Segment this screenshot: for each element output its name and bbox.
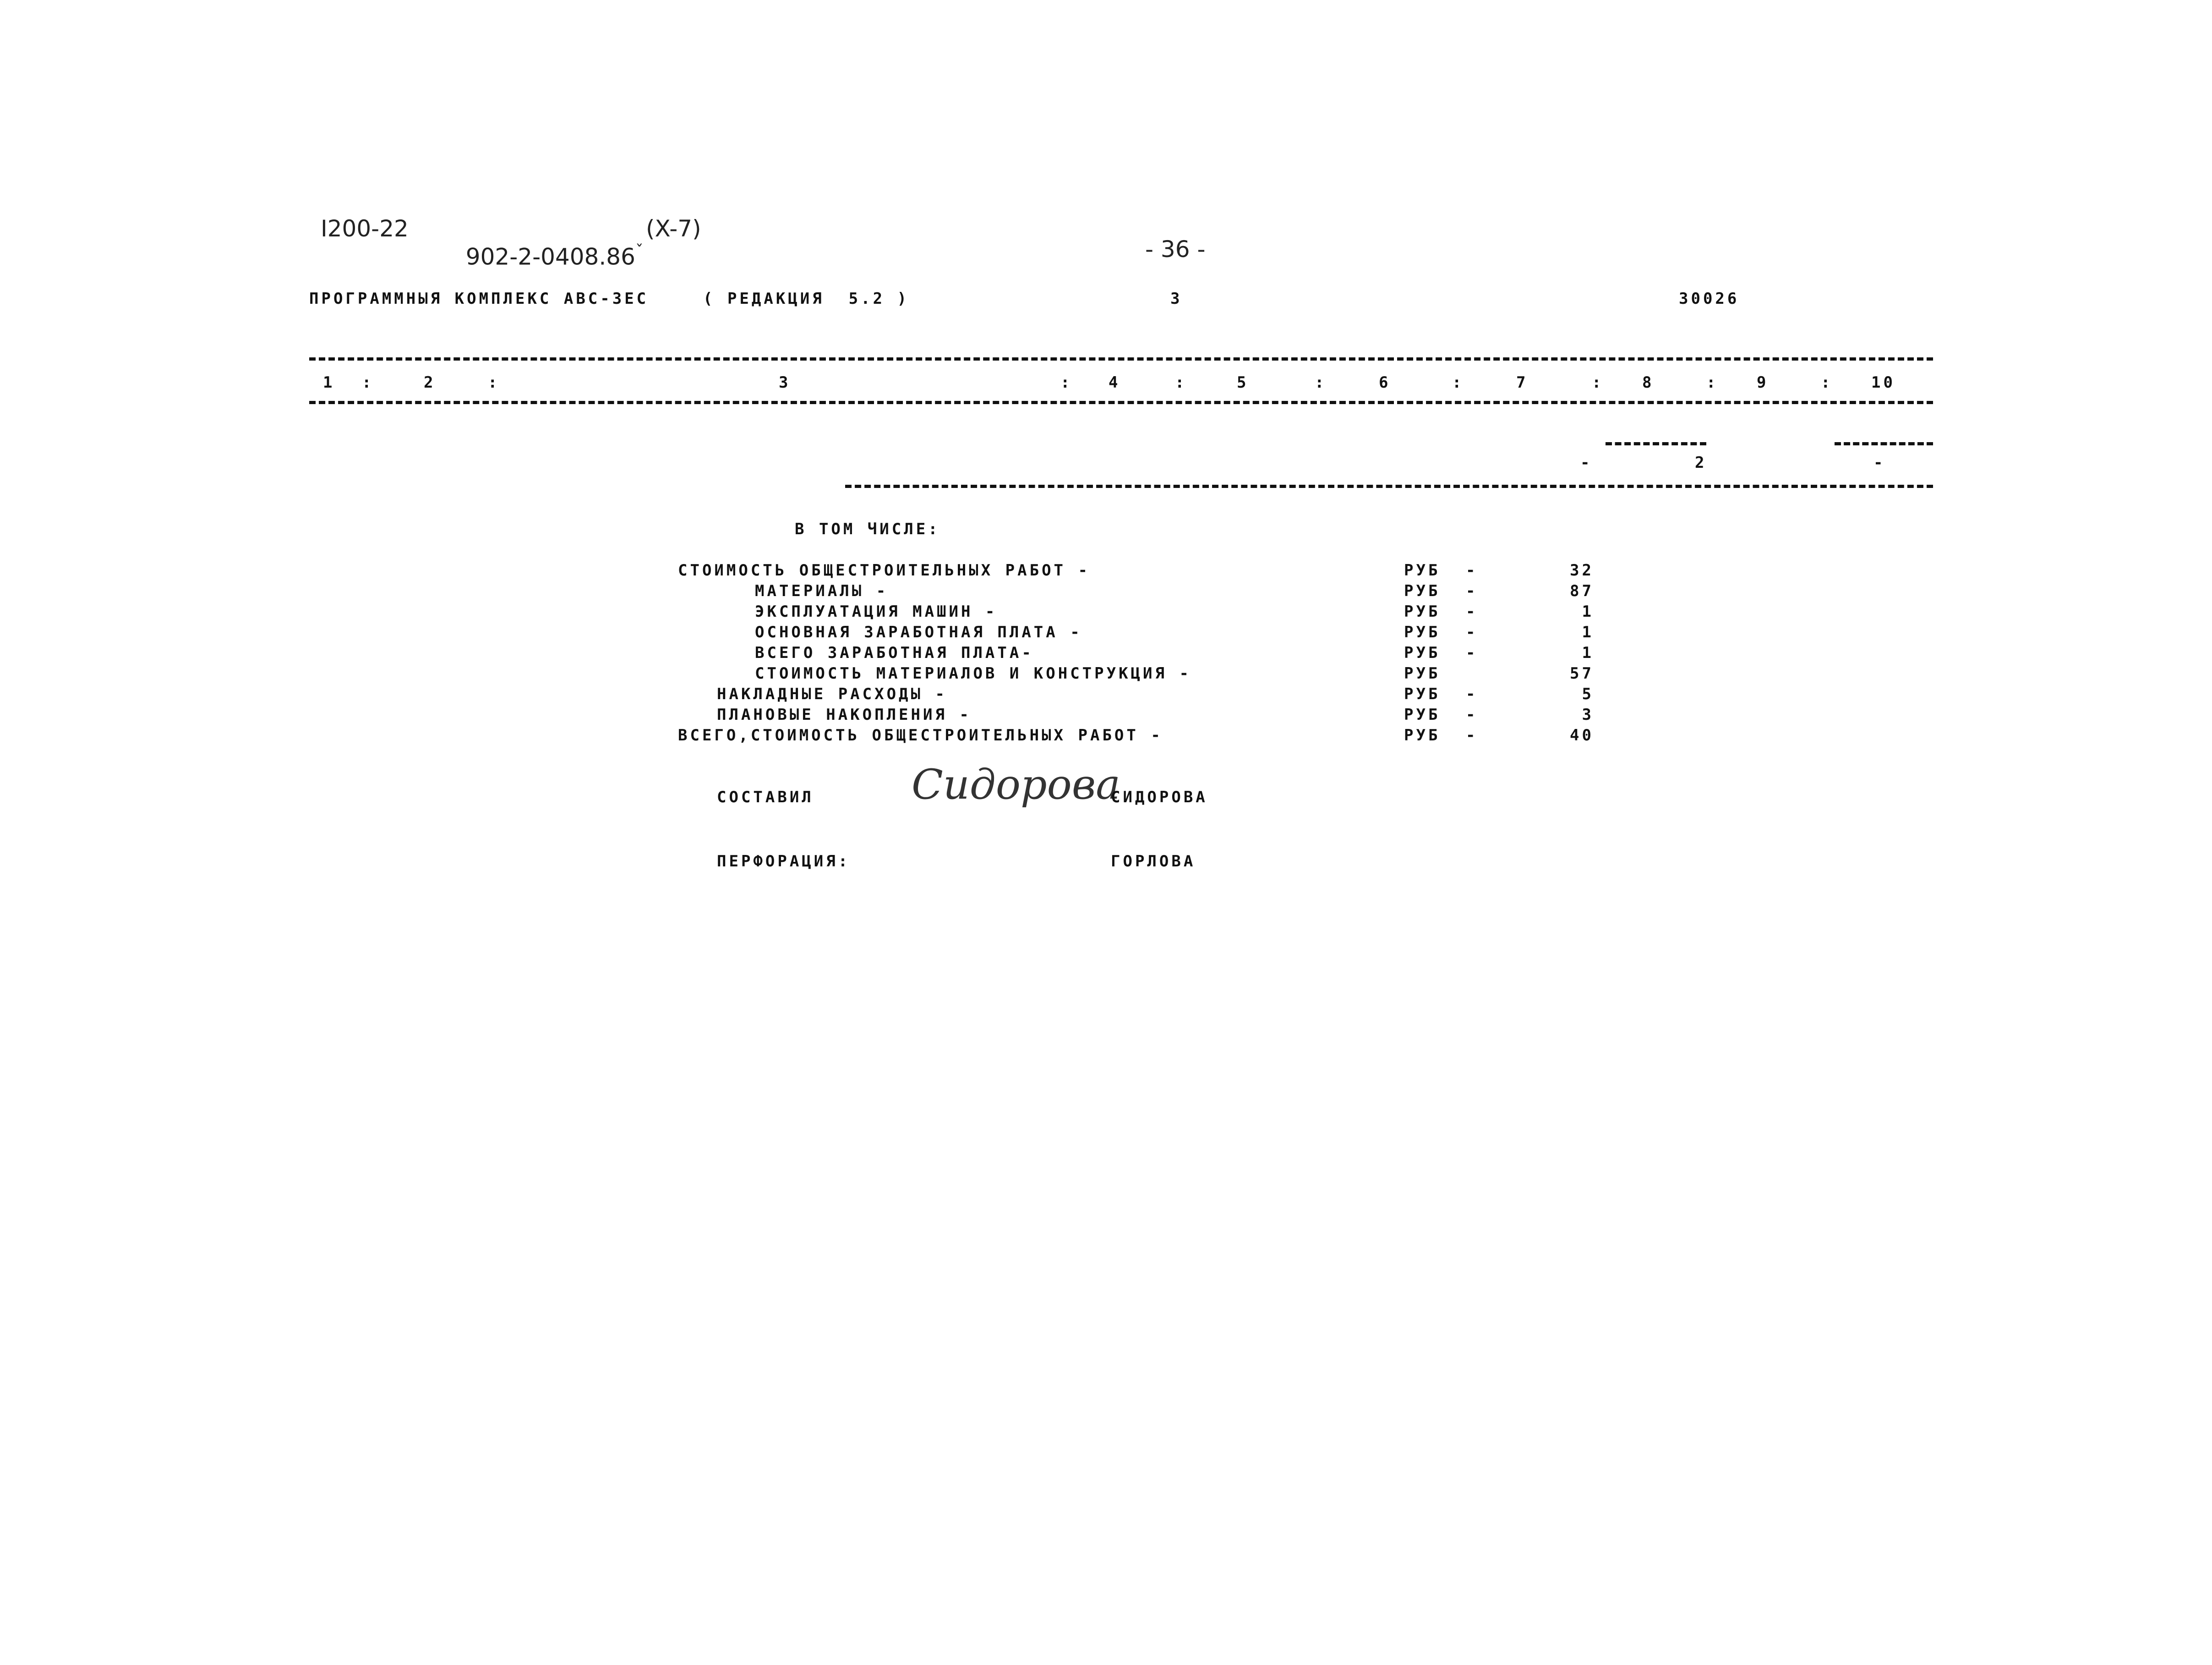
column-header-1: 1 (323, 373, 335, 392)
row-label: ПЛАНОВЫЕ НАКОПЛЕНИЯ - (717, 706, 972, 724)
column-separator: : (1315, 373, 1327, 392)
total-col10: - (1873, 454, 1886, 472)
col9-underline (1606, 442, 1706, 445)
column-header-9: 9 (1757, 373, 1769, 392)
row-unit: РУБ (1404, 561, 1441, 580)
total-col9: 2 (1695, 454, 1707, 472)
column-separator: : (1821, 373, 1833, 392)
row-unit: РУБ (1404, 602, 1441, 621)
column-header-5: 5 (1237, 373, 1249, 392)
column-header-3: 3 (779, 373, 791, 392)
compiled-signature: Сидорова (912, 761, 1120, 809)
row-label: ЭКСПЛУАТАЦИЯ МАШИН - (755, 602, 998, 621)
breakdown-heading: В ТОМ ЧИСЛЕ: (795, 520, 940, 538)
row-dash: - (1466, 602, 1478, 621)
doc-code: I200-22 (321, 215, 409, 242)
column-separator: : (1452, 373, 1464, 392)
perforation-label: ПЕРФОРАЦИЯ: (717, 852, 851, 871)
col10-underline (1835, 442, 1933, 445)
variant: (X-7) (646, 215, 701, 242)
totals-rule (845, 485, 1933, 488)
row-dash: - (1466, 726, 1478, 745)
row-unit: РУБ (1404, 623, 1441, 641)
row-value: 1 (1582, 644, 1594, 662)
project-code-mark: ˇ (635, 242, 644, 261)
column-header-6: 6 (1379, 373, 1391, 392)
row-dash: - (1466, 644, 1478, 662)
perforation-name: ГОРЛОВА (1111, 852, 1196, 871)
row-dash: - (1466, 706, 1478, 724)
total-col8: - (1580, 454, 1593, 472)
project-code-text: 902-2-0408.86 (465, 243, 635, 270)
row-unit: РУБ (1404, 706, 1441, 724)
column-separator: : (488, 373, 500, 392)
row-value: 32 (1570, 561, 1594, 580)
column-header-7: 7 (1516, 373, 1529, 392)
row-label: СТОИМОСТЬ ОБЩЕСТРОИТЕЛЬНЫХ РАБОТ - (678, 561, 1090, 580)
row-unit: РУБ (1404, 644, 1441, 662)
table-top-rule (309, 357, 1933, 361)
row-value: 87 (1570, 582, 1594, 600)
row-label: СТОИМОСТЬ МАТЕРИАЛОВ И КОНСТРУКЦИЯ - (755, 664, 1191, 683)
row-label: НАКЛАДНЫЕ РАСХОДЫ - (717, 685, 947, 703)
column-separator: : (1060, 373, 1073, 392)
row-unit: РУБ (1404, 582, 1441, 600)
row-label: ВСЕГО,СТОИМОСТЬ ОБЩЕСТРОИТЕЛЬНЫХ РАБОТ - (678, 726, 1163, 745)
page-number: - 36 - (1145, 236, 1206, 263)
column-header-10: 10 (1871, 373, 1895, 392)
row-unit: РУБ (1404, 726, 1441, 745)
column-separator: : (1706, 373, 1719, 392)
project-code (451, 215, 644, 270)
row-value: 1 (1582, 623, 1594, 641)
document-code: 30026 (1679, 290, 1740, 308)
column-header-4: 4 (1109, 373, 1121, 392)
column-separator: : (1592, 373, 1604, 392)
row-label: ВСЕГО ЗАРАБОТНАЯ ПЛАТА- (755, 644, 1034, 662)
table-header-rule (309, 401, 1933, 404)
compiled-label: СОСТАВИЛ (717, 788, 814, 806)
row-dash: - (1466, 623, 1478, 641)
column-separator: : (1175, 373, 1187, 392)
row-unit: РУБ (1404, 664, 1441, 683)
row-unit: РУБ (1404, 685, 1441, 703)
row-label: МАТЕРИАЛЫ - (755, 582, 889, 600)
compiled-name: СИДОРОВА (1111, 788, 1208, 806)
row-label: ОСНОВНАЯ ЗАРАБОТНАЯ ПЛАТА - (755, 623, 1082, 641)
sheet-number: 3 (1170, 290, 1183, 308)
edition-label: ( РЕДАКЦИЯ 5.2 ) (703, 290, 909, 308)
row-value: 40 (1570, 726, 1594, 745)
program-title: ПРОГРАММНЫЯ КОМПЛЕКС АВС-3ЕС (309, 290, 649, 308)
row-value: 1 (1582, 602, 1594, 621)
row-dash: - (1466, 685, 1478, 703)
row-dash: - (1466, 561, 1478, 580)
row-value: 3 (1582, 706, 1594, 724)
column-header-2: 2 (424, 373, 436, 392)
row-dash: - (1466, 582, 1478, 600)
column-separator: : (362, 373, 374, 392)
row-value: 5 (1582, 685, 1594, 703)
row-value: 57 (1570, 664, 1594, 683)
column-header-8: 8 (1642, 373, 1655, 392)
